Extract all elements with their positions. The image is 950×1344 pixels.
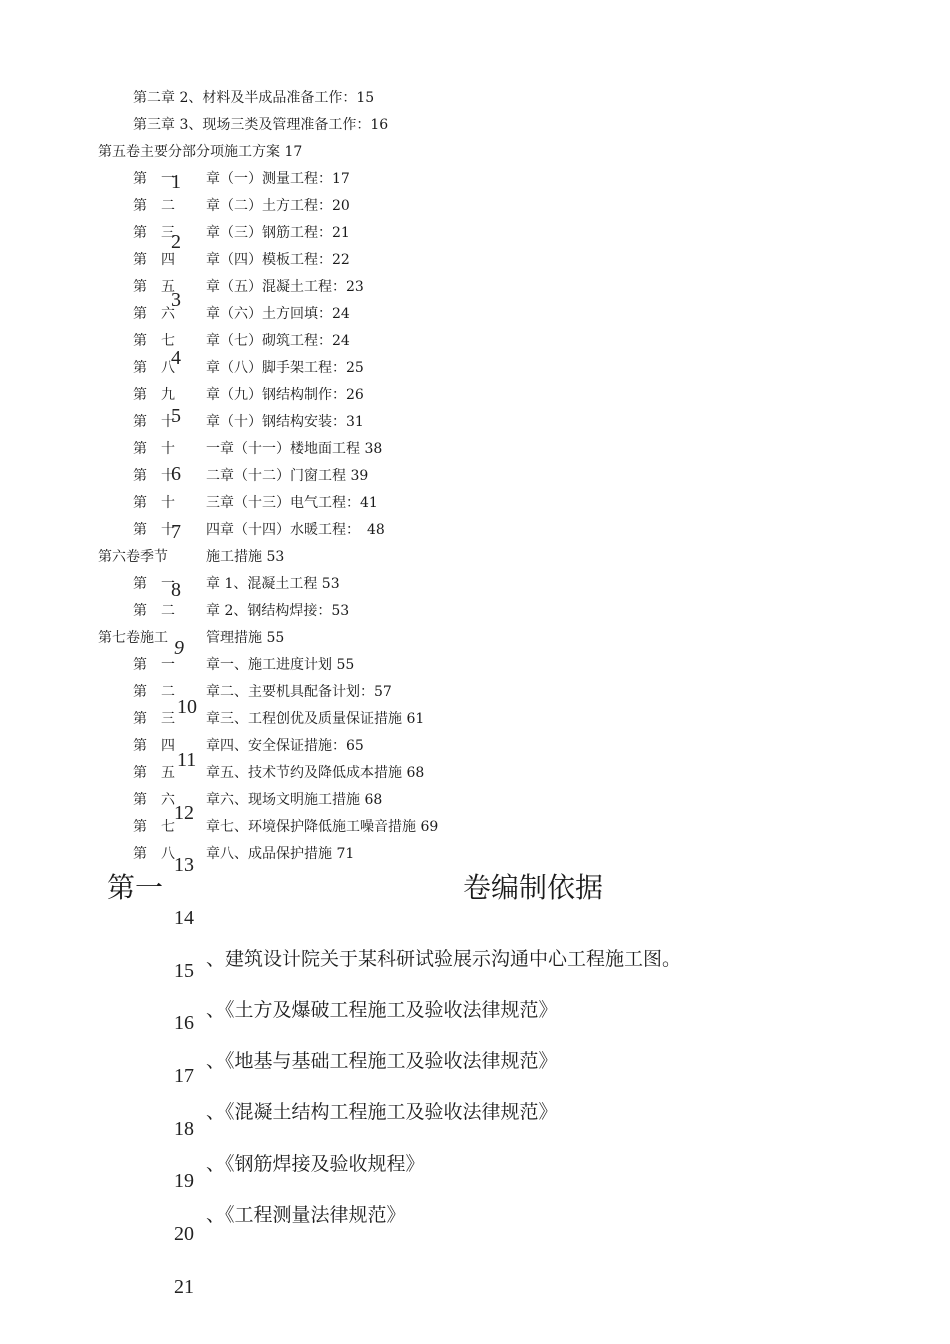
toc-chapter-title: 章（八）脚手架工程：25 — [206, 360, 364, 376]
toc-chapter-prefix: 第 六 — [133, 306, 175, 322]
toc-chapter-prefix: 第 七 — [133, 333, 175, 349]
toc-chapter-title: 一章（十一）楼地面工程 38 — [206, 441, 383, 457]
basis-item: 、《土方及爆破工程施工及验收法律规范》 — [206, 999, 558, 1021]
basis-item: 、《地基与基础工程施工及验收法律规范》 — [206, 1050, 558, 1072]
toc-chapter-title: 章 2、钢结构焊接：53 — [206, 603, 350, 619]
toc-chapter-title: 章（九）钢结构制作：26 — [206, 387, 364, 403]
basis-item: 、建筑设计院关于某科研试验展示沟通中心工程施工图。 — [206, 948, 682, 970]
toc-chapter-prefix: 第 三 — [133, 225, 175, 241]
toc-chapter-prefix: 第 十 — [133, 468, 175, 484]
toc-chapter-title: 二章（十二）门窗工程 39 — [206, 468, 369, 484]
toc-chapter-title: 四章（十四）水暖工程： 48 — [206, 522, 385, 538]
toc-chapter-title: 章（一）测量工程：17 — [206, 171, 350, 187]
toc-chapter-title: 章一、施工进度计划 55 — [206, 657, 355, 673]
basis-item: 、《钢筋焊接及验收规程》 — [206, 1153, 425, 1175]
line-number: 5 — [171, 405, 181, 427]
line-number: 14 — [174, 907, 194, 929]
toc-chapter-prefix: 第 十 — [133, 414, 175, 430]
toc-chapter-prefix: 第 二 — [133, 603, 175, 619]
toc-chapter-prefix: 第 三 — [133, 711, 175, 727]
line-number: 21 — [174, 1276, 194, 1298]
toc-chapter-prefix: 第 九 — [133, 387, 175, 403]
line-number: 12 — [174, 802, 194, 824]
toc-chapter-title: 章八、成品保护措施 71 — [206, 846, 355, 862]
basis-item: 、《混凝土结构工程施工及验收法律规范》 — [206, 1101, 558, 1123]
line-number: 9 — [174, 637, 184, 659]
line-number: 15 — [174, 960, 194, 982]
toc-chapter-prefix: 第 五 — [133, 765, 175, 781]
section-heading-prefix: 第一 — [107, 871, 164, 904]
line-number: 10 — [177, 696, 197, 718]
toc-chapter-title: 章七、环境保护降低施工噪音措施 69 — [206, 819, 439, 835]
toc-chapter-prefix: 第 十 — [133, 522, 175, 538]
toc-chapter-prefix: 第 一 — [133, 576, 175, 592]
line-number: 18 — [174, 1118, 194, 1140]
toc-chapter-title: 章（四）模板工程：22 — [206, 252, 350, 268]
toc-chapter-title: 章 1、混凝土工程 53 — [206, 576, 340, 592]
toc-chapter-prefix: 第 一 — [133, 171, 175, 187]
line-number: 7 — [171, 521, 181, 543]
line-number: 16 — [174, 1012, 194, 1034]
toc-chapter-title: 章五、技术节约及降低成本措施 68 — [206, 765, 425, 781]
toc-entry: 第三章 3、现场三类及管理准备工作：16 — [133, 117, 389, 133]
line-number: 4 — [171, 347, 181, 369]
toc-chapter-title: 章（六）土方回填：24 — [206, 306, 350, 322]
toc-chapter-title: 章（三）钢筋工程：21 — [206, 225, 350, 241]
toc-volume-title-cont: 施工措施 53 — [206, 549, 285, 565]
toc-chapter-title: 章四、安全保证措施：65 — [206, 738, 364, 754]
toc-chapter-prefix: 第 四 — [133, 738, 175, 754]
toc-chapter-title: 章（五）混凝土工程：23 — [206, 279, 364, 295]
toc-volume-title-cont: 管理措施 55 — [206, 630, 285, 646]
line-number: 3 — [171, 289, 181, 311]
toc-chapter-prefix: 第 八 — [133, 846, 175, 862]
toc-chapter-title: 章（七）砌筑工程：24 — [206, 333, 350, 349]
toc-chapter-prefix: 第 十 — [133, 495, 175, 511]
line-number: 13 — [174, 854, 194, 876]
toc-chapter-title: 章三、工程创优及质量保证措施 61 — [206, 711, 425, 727]
toc-chapter-prefix: 第 七 — [133, 819, 175, 835]
toc-volume-title: 第七卷施工 — [98, 630, 168, 646]
toc-chapter-prefix: 第 八 — [133, 360, 175, 376]
toc-chapter-prefix: 第 十 — [133, 441, 175, 457]
toc-volume-title: 第六卷季节 — [98, 549, 168, 565]
toc-chapter-prefix: 第 六 — [133, 792, 175, 808]
line-number: 19 — [174, 1170, 194, 1192]
toc-chapter-prefix: 第 四 — [133, 252, 175, 268]
toc-chapter-prefix: 第 二 — [133, 198, 175, 214]
line-number: 8 — [171, 579, 181, 601]
toc-chapter-title: 章二、主要机具配备计划：57 — [206, 684, 392, 700]
toc-chapter-prefix: 第 二 — [133, 684, 175, 700]
toc-volume-title: 第五卷主要分部分项施工方案 17 — [98, 144, 303, 160]
line-number: 6 — [171, 463, 181, 485]
toc-chapter-title: 章（二）土方工程：20 — [206, 198, 350, 214]
line-number: 1 — [171, 171, 181, 193]
toc-chapter-title: 章（十）钢结构安装：31 — [206, 414, 364, 430]
line-number: 17 — [174, 1065, 194, 1087]
basis-item: 、《工程测量法律规范》 — [206, 1204, 406, 1226]
line-number: 2 — [171, 231, 181, 253]
section-heading-title: 卷编制依据 — [463, 871, 604, 904]
toc-chapter-title: 章六、现场文明施工措施 68 — [206, 792, 383, 808]
toc-chapter-prefix: 第 五 — [133, 279, 175, 295]
toc-entry: 第二章 2、材料及半成品准备工作：15 — [133, 90, 375, 106]
line-number: 11 — [177, 749, 197, 771]
toc-chapter-title: 三章（十三）电气工程：41 — [206, 495, 378, 511]
line-number: 20 — [174, 1223, 194, 1245]
toc-chapter-prefix: 第 一 — [133, 657, 175, 673]
